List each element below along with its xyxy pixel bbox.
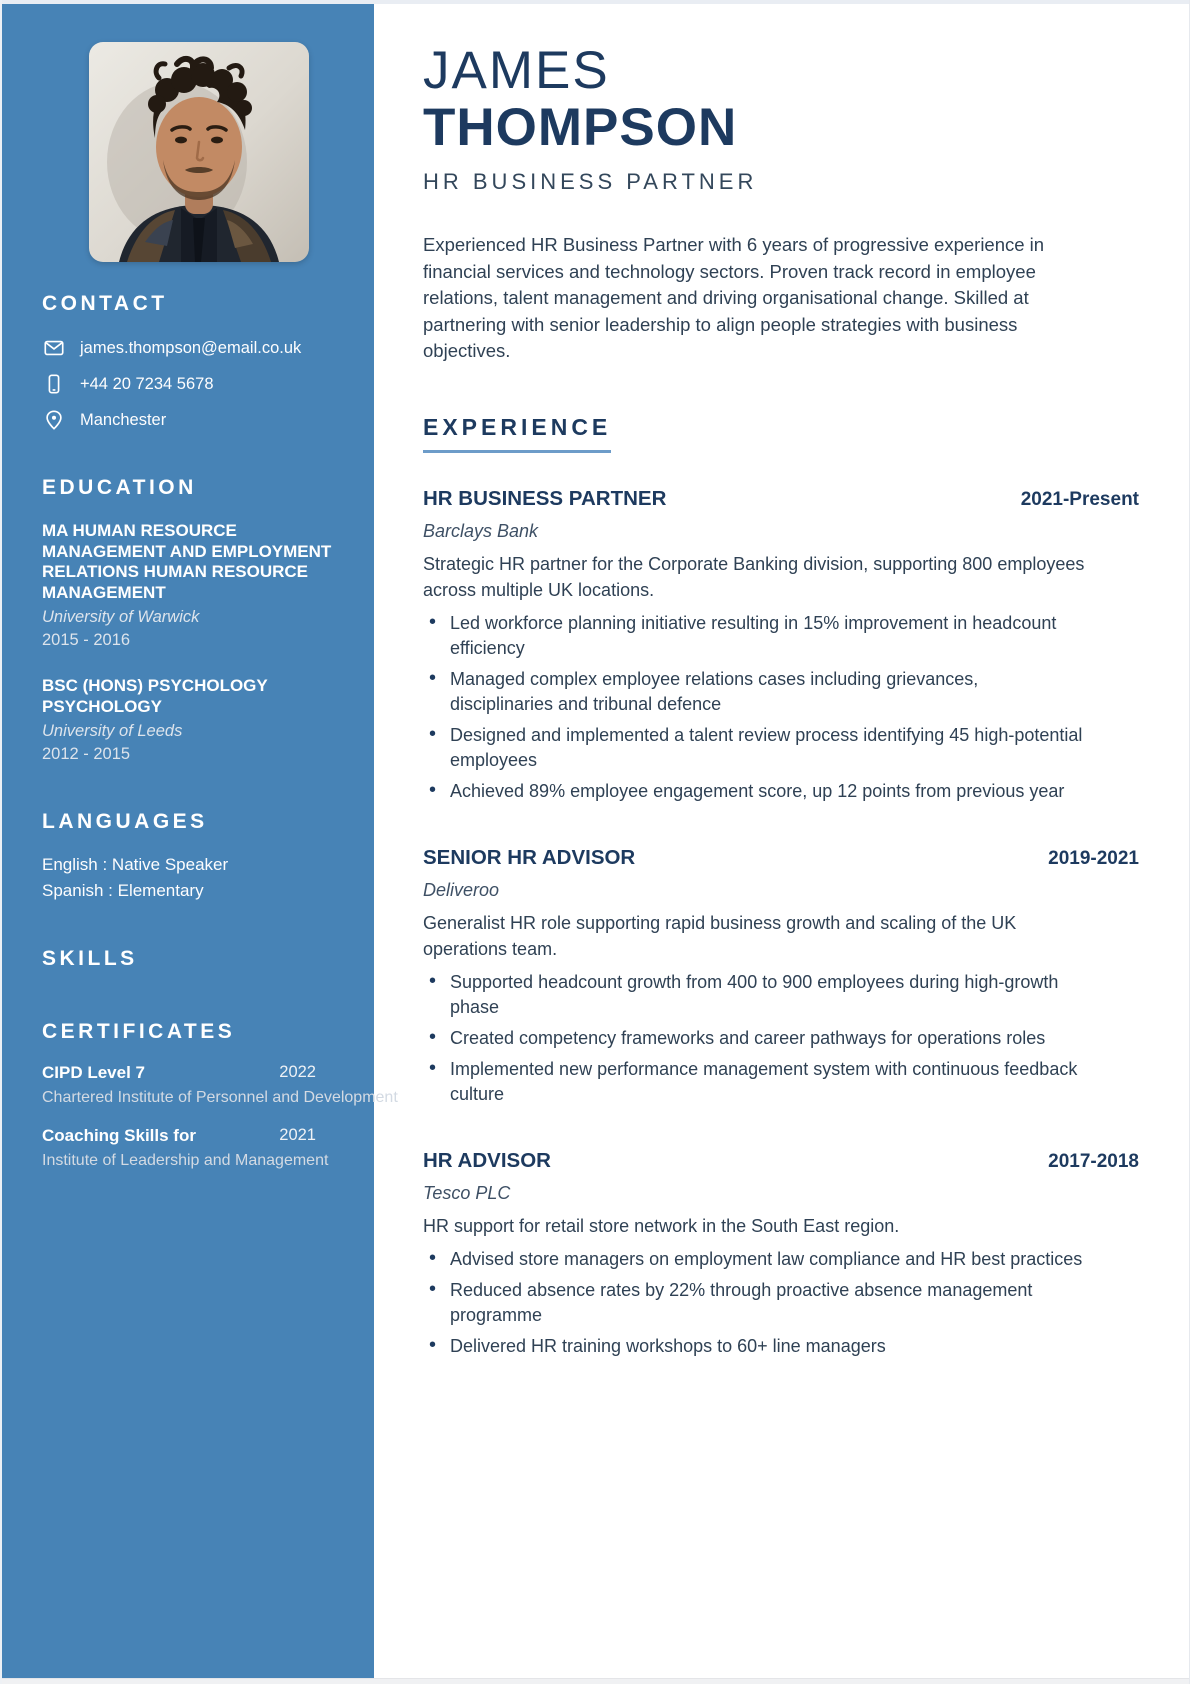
contact-location-row — [42, 408, 340, 432]
last-name: THOMPSON — [423, 98, 738, 157]
certificate-item — [42, 1126, 340, 1170]
certificate-issuer: Chartered Institute of Personnel and Development — [42, 1089, 398, 1106]
skills-heading: SKILLS — [42, 947, 138, 970]
education-heading: EDUCATION — [42, 476, 197, 499]
candidate-job-title: HR BUSINESS PARTNER — [423, 169, 758, 194]
certificates-heading: CERTIFICATES — [42, 1020, 236, 1043]
contact-phone: +44 20 7234 5678 — [80, 374, 214, 393]
job-title: SENIOR HR ADVISOR — [423, 845, 636, 869]
contact-email-row — [42, 336, 340, 360]
first-name: JAMES — [423, 41, 610, 100]
job-dates: 2021-Present — [1020, 488, 1139, 510]
page-top-edge — [2, 0, 1189, 4]
job-bullet-list — [423, 1247, 1083, 1359]
languages-heading: LANGUAGES — [42, 810, 208, 833]
job-company: Barclays Bank — [423, 520, 539, 541]
job-title: HR BUSINESS PARTNER — [423, 486, 667, 510]
contact-heading: CONTACT — [42, 292, 168, 315]
languages-section — [42, 810, 340, 903]
job-dates: 2019-2021 — [1048, 847, 1139, 869]
job-bullet: • Managed complex employee relations cases including grievances, disciplinaries and tribunal defence — [423, 667, 1083, 717]
certificates-section — [42, 1020, 398, 1170]
certificate-year: 2021 — [279, 1126, 316, 1144]
contact-phone-row — [42, 372, 340, 396]
location-pin-icon — [42, 408, 66, 432]
certificate-name: Coaching Skills for — [42, 1126, 196, 1145]
education-dates: 2015 - 2016 — [42, 631, 131, 649]
contact-email: james.thompson@email.co.uk — [80, 338, 302, 357]
certificate-item — [42, 1063, 398, 1107]
job-description: Generalist HR role supporting rapid business growth and scaling of the UK operations team. — [423, 912, 1017, 959]
job-bullet-list — [423, 611, 1083, 804]
envelope-icon — [42, 336, 66, 360]
portrait-illustration — [89, 42, 309, 262]
job-dates: 2017-2018 — [1048, 1150, 1139, 1172]
education-item — [42, 676, 340, 764]
school-name: University of Warwick — [42, 608, 200, 626]
job-bullet: • Created competency frameworks and career pathways for operations roles — [423, 1026, 1083, 1051]
job-bullet: • Advised store managers on employment law compliance and HR best practices — [423, 1247, 1083, 1272]
phone-icon — [42, 372, 66, 396]
school-name: University of Leeds — [42, 722, 183, 740]
degree-title: BSC (HONS) PSYCHOLOGY PSYCHOLOGY — [42, 676, 268, 716]
job-company: Deliveroo — [423, 879, 500, 900]
job-description: Strategic HR partner for the Corporate Banking division, supporting 800 employees across multiple UK locations. — [423, 553, 1085, 600]
candidate-name — [423, 42, 1139, 156]
job-company: Tesco PLC — [423, 1182, 511, 1203]
contact-location: Manchester — [80, 410, 167, 429]
experience-job — [423, 846, 1139, 1107]
job-bullet: • Delivered HR training workshops to 60+ line managers — [423, 1334, 1083, 1359]
language-item: Spanish : Elementary — [42, 880, 204, 900]
job-title: HR ADVISOR — [423, 1148, 551, 1172]
page-bottom-edge — [2, 1678, 1189, 1684]
certificate-year: 2022 — [279, 1063, 316, 1081]
job-bullet: • Reduced absence rates by 22% through proactive absence management programme — [423, 1278, 1083, 1328]
job-description: HR support for retail store network in the South East region. — [423, 1215, 900, 1236]
certificate-name: CIPD Level 7 — [42, 1063, 145, 1082]
profile-summary: Experienced HR Business Partner with 6 years of progressive experience in financial services and technology sectors. Proven track record in employee relations, talent management and driving organisational change. Skilled at partnering with senior leadership to align people strategies with business objectives. — [423, 234, 1045, 361]
certificate-issuer: Institute of Leadership and Management — [42, 1152, 329, 1169]
experience-heading: EXPERIENCE — [423, 414, 611, 453]
education-section — [42, 476, 340, 764]
profile-photo — [89, 42, 309, 262]
skills-section — [42, 947, 340, 971]
job-bullet: • Designed and implemented a talent review process identifying 45 high-potential employees — [423, 723, 1083, 773]
contact-section — [42, 292, 340, 432]
language-item: English : Native Speaker — [42, 855, 229, 874]
experience-job — [423, 487, 1139, 804]
job-bullet: • Achieved 89% employee engagement score, up 12 points from previous year — [423, 779, 1083, 804]
job-bullet-list — [423, 970, 1083, 1107]
job-bullet: • Implemented new performance management system with continuous feedback culture — [423, 1057, 1083, 1107]
degree-title: MA HUMAN RESOURCE MANAGEMENT AND EMPLOYMENT RELATIONS HUMAN RESOURCE MANAGEMENT — [42, 521, 332, 602]
main-column — [374, 4, 1189, 1359]
sidebar — [2, 4, 398, 1678]
education-dates: 2012 - 2015 — [42, 745, 131, 763]
job-bullet: • Led workforce planning initiative resulting in 15% improvement in headcount efficiency — [423, 611, 1083, 661]
education-item — [42, 521, 340, 650]
job-bullet: • Supported headcount growth from 400 to 900 employees during high-growth phase — [423, 970, 1083, 1020]
experience-job — [423, 1149, 1139, 1359]
